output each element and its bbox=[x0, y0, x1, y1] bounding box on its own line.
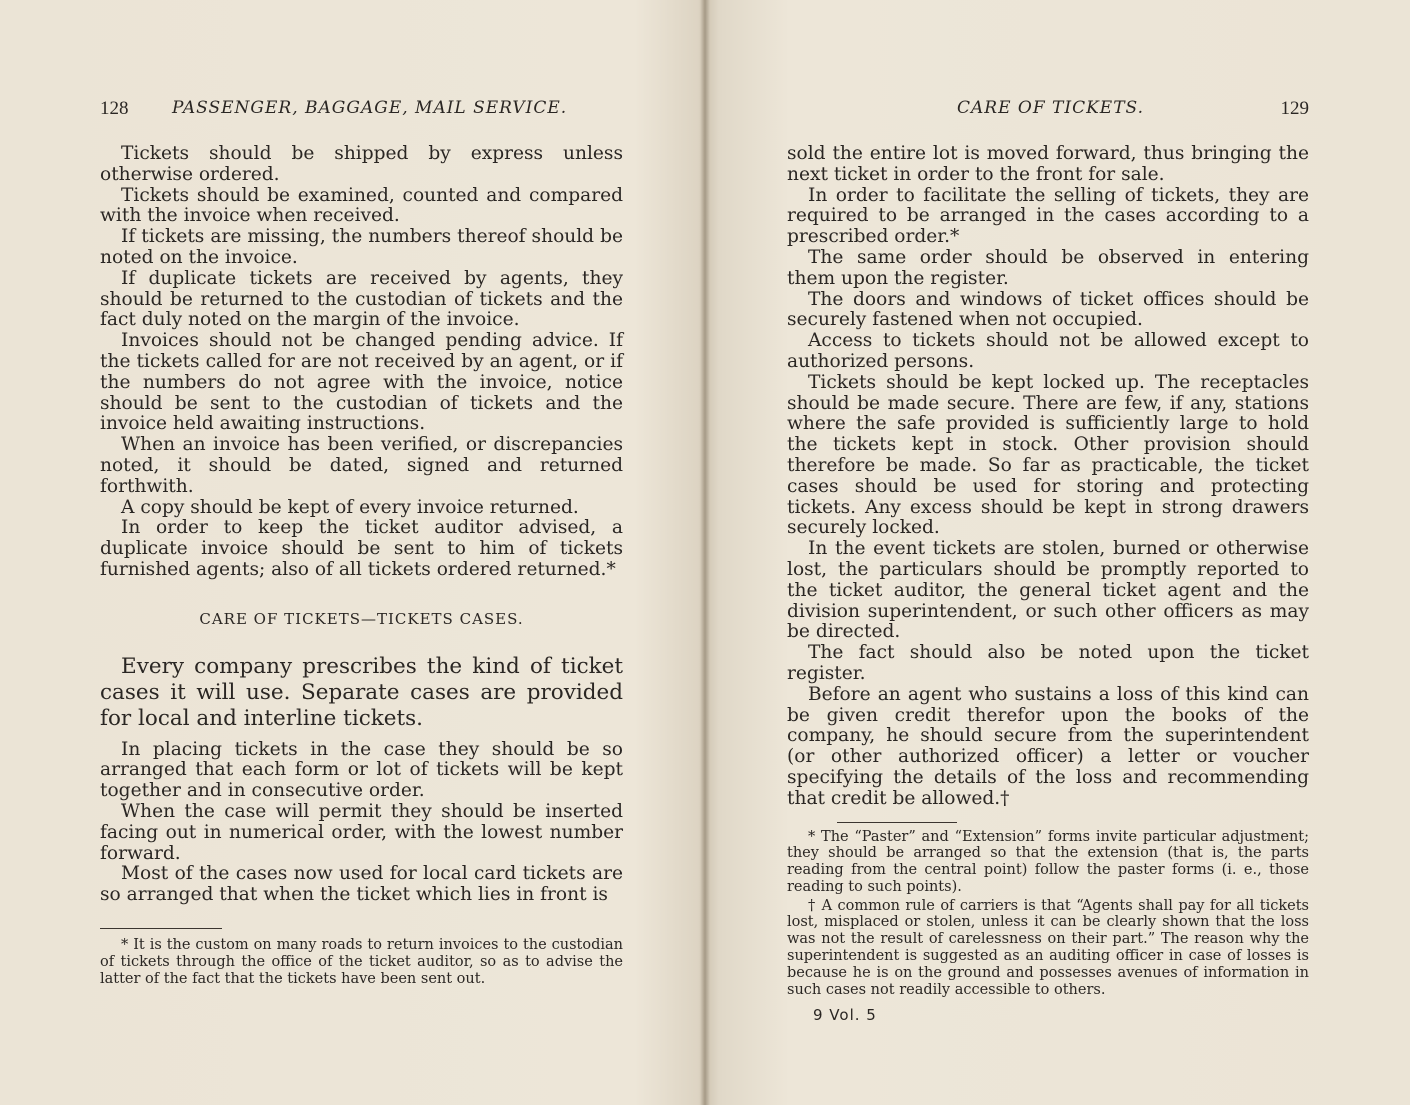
running-head: PASSENGER, BAGGAGE, MAIL SERVICE. bbox=[172, 98, 568, 118]
paragraph: If duplicate tickets are received by agents, they should be returned to the custodian of tickets and the fact duly noted on the margin of the invoice. bbox=[100, 267, 623, 331]
paragraph: Invoices should not be changed pending advice. If the tickets called for are not received by an agent, or if the numbers do not agree with the invoice, notice should be sent to the custodian of tickets and the invoice held awaiting instructions. bbox=[100, 330, 623, 435]
paragraph: Access to tickets should not be allowed except to authorized persons. bbox=[787, 330, 1309, 372]
paragraph: In order to facilitate the selling of tickets, they are required to be arranged in the cases according to a prescribed order.* bbox=[787, 184, 1309, 248]
footnote: † A common rule of carriers is that “Agents shall pay for all tickets lost, misplaced or stolen, unless it can be clearly shown that the loss was not the result of carelessness on their part.” The reason why the superintendent is suggested as an auditing officer in case of losses is because he is on the ground and possesses avenues of information in such cases not readily accessible to others. bbox=[787, 897, 1309, 998]
right-page-body bbox=[787, 144, 1309, 1024]
paragraph: In the event tickets are stolen, burned or otherwise lost, the particulars should be promptly reported to the ticket auditor, the general ticket agent and the division superintendent, or such other officers as may be directed. bbox=[787, 538, 1309, 643]
paragraph: A copy should be kept of every invoice returned. bbox=[121, 496, 579, 518]
footnote-rule bbox=[837, 822, 957, 823]
paragraph: If tickets are missing, the numbers thereof should be noted on the invoice. bbox=[100, 226, 623, 268]
paragraph: When the case will permit they should be inserted facing out in numerical order, with the lowest number forward. bbox=[100, 800, 623, 864]
book-gutter bbox=[700, 0, 710, 1105]
left-page-body bbox=[100, 144, 623, 987]
paragraph: Tickets should be examined, counted and compared with the invoice when received. bbox=[100, 184, 623, 227]
paragraph: sold the entire lot is moved forward, thus bringing the next ticket in order to the front for sale. bbox=[787, 143, 1309, 185]
right-page bbox=[787, 0, 1309, 1105]
signature-mark: 9 Vol. 5 bbox=[813, 1006, 877, 1025]
lead-paragraph: Every company prescribes the kind of ticket cases it will use. Separate cases are provided for local and interline tickets. bbox=[100, 653, 623, 731]
paragraph: In placing tickets in the case they should be so arranged that each form or lot of tickets will be kept together and in consecutive order. bbox=[100, 738, 623, 802]
section-heading: CARE OF TICKETS—TICKETS CASES. bbox=[199, 609, 524, 628]
paragraph: The doors and windows of ticket offices should be securely fastened when not occupied. bbox=[787, 288, 1309, 331]
running-head: CARE OF TICKETS. bbox=[957, 98, 1144, 118]
paragraph: Before an agent who sustains a loss of this kind can be given credit therefor upon the books of the company, he should secure from the superintendent (or other authorized officer) a letter or voucher specifying the details of the loss and recommending that credit be allowed.† bbox=[787, 683, 1309, 809]
paragraph: Tickets should be shipped by express unless otherwise ordered. bbox=[100, 143, 623, 185]
paragraph: Tickets should be kept locked up. The receptacles should be made secure. There are few, if any, stations where the safe provided is sufficiently large to hold the tickets kept in stock. Other provision should therefore be made. So far as practicable, the ticket cases should be used for storing and protecting tickets. Any excess should be kept in strong drawers securely locked. bbox=[787, 371, 1309, 539]
paragraph: The fact should also be noted upon the ticket register. bbox=[787, 642, 1309, 684]
page-number: 129 bbox=[1280, 98, 1309, 119]
left-page bbox=[100, 0, 623, 1105]
paragraph: Most of the cases now used for local card tickets are so arranged that when the ticket which lies in front is bbox=[100, 863, 623, 906]
paragraph: The same order should be observed in entering them upon the register. bbox=[787, 246, 1309, 289]
page-number: 128 bbox=[100, 98, 129, 119]
footnote: * The “Paster” and “Extension” forms invite particular adjustment; they should be arranged so that the extension (that is, the parts reading from the central point) follow the paster forms (i. e., those reading to such points). bbox=[787, 828, 1309, 895]
right-running-header bbox=[787, 98, 1309, 124]
left-running-header bbox=[100, 98, 623, 124]
footnote: * It is the custom on many roads to return invoices to the custodian of tickets through the office of the ticket auditor, so as to advise the latter of the fact that the tickets have been sent out. bbox=[100, 936, 623, 987]
footnote-rule bbox=[100, 928, 222, 929]
paragraph: In order to keep the ticket auditor advised, a duplicate invoice should be sent to him of tickets furnished agents; also of all tickets ordered returned.* bbox=[100, 517, 623, 580]
paragraph: When an invoice has been verified, or discrepancies noted, it should be dated, signed and returned forthwith. bbox=[100, 434, 623, 497]
